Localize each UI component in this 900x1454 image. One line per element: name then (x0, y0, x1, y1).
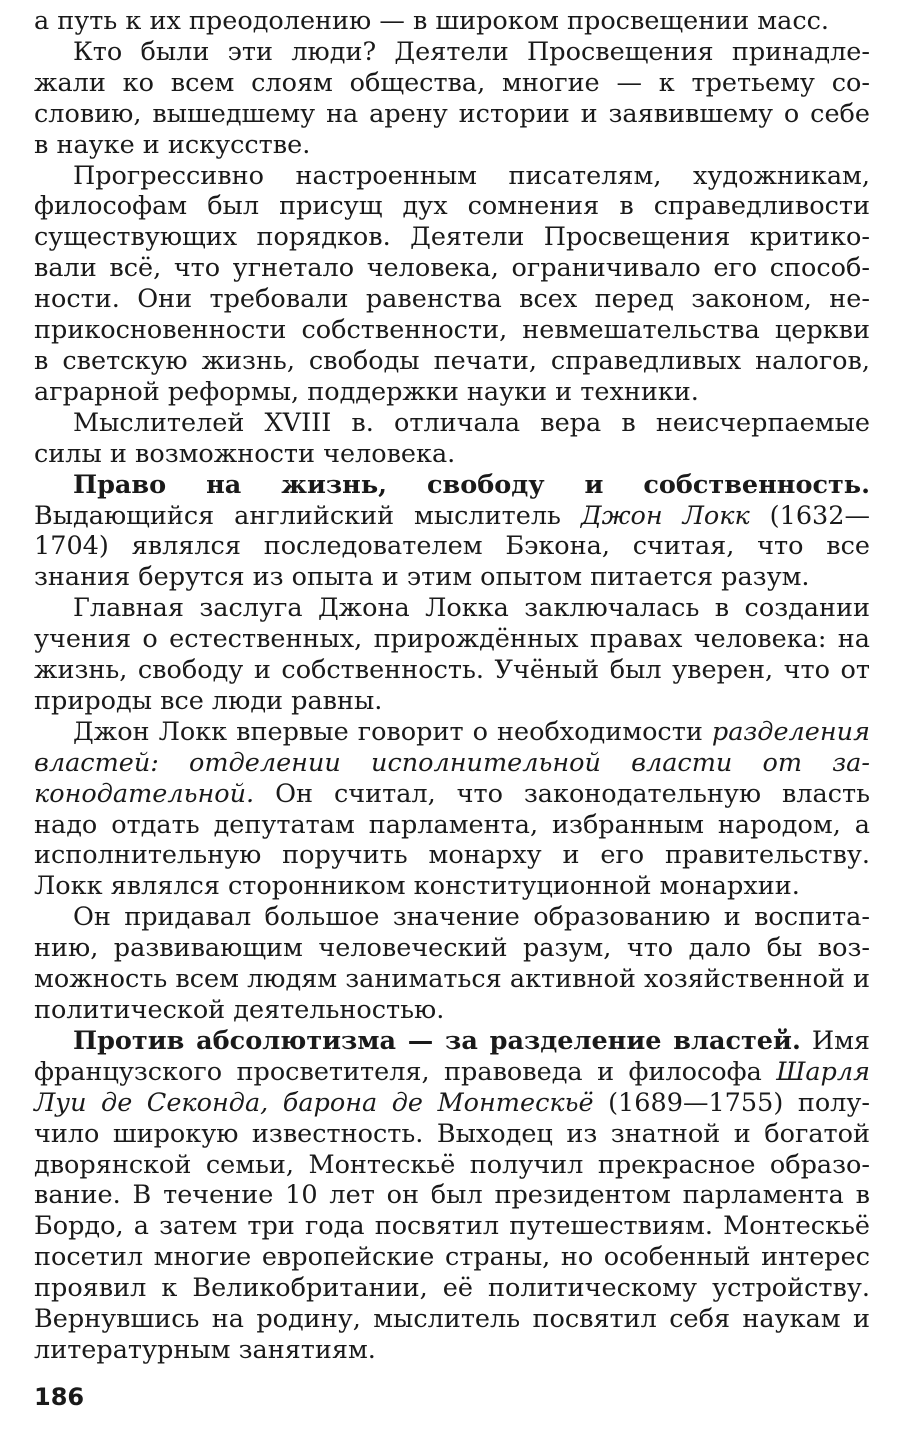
italic-term: Джон Локк (580, 500, 750, 531)
text-run: Кто были эти люди? Деятели Просвещения принадлежали ко всем слоям общества, многие — к третьему сословию, вышедшему на арену истории и заявившему о себе в науке и искусстве. (34, 36, 870, 160)
page-text-body (34, 6, 870, 1366)
italic-term: разделения властей: отделении исполнительной власти от законодательной. (34, 716, 870, 809)
text-run: Он считал, что законодательную власть надо отдать депутатам парламента, избранным народом, а исполнительную поручить монарху и его правительству. Локк являлся сторонником конституционной монархии. (34, 778, 870, 902)
text-run: Имя французского просветителя, правоведа и философа (34, 1025, 870, 1087)
text-run: Он придавал большое значение образованию и воспитанию, развивающим человеческий разум, что дало бы возможность всем людям заниматься активной хозяйственной и политической деятельностью. (34, 902, 870, 1025)
section-heading: Против абсолютизма — за разделение властей. (73, 1025, 801, 1056)
text-run: (1632—1704) являлся последователем Бэкона, считая, что все знания берутся из опыта и этим опытом питается разум. (34, 500, 871, 593)
text-run: Джон Локк впервые говорит о необходимости (73, 716, 712, 747)
text-run: а путь к их преодолению — в широком просвещении масс. (34, 6, 830, 36)
body-paragraph (34, 6, 870, 37)
text-run: Прогрессивно настроенным писателям, художникам, философам был присущ дух сомнения в справедливости существующих порядков. Деятели Просвещения критиковали всё, что угнетало человека, ограничивало его способности. Они требовали равенства всех перед законом, неприкосновенности собственности, невмешательства церкви в светскую жизнь, свободы печати, справедливых налогов, аграрной реформы, поддержки науки и техники. (34, 160, 870, 407)
body-paragraph (34, 161, 870, 408)
text-run: Мыслителей XVIII в. отличала вера в неисчерпаемые силы и возможности человека. (34, 407, 870, 469)
section-heading: Право на жизнь, свободу и собственность. (73, 469, 870, 500)
section-paragraph (34, 470, 870, 594)
page-number: 186 (34, 1383, 85, 1411)
body-paragraph (34, 37, 870, 161)
body-paragraph (34, 593, 870, 717)
body-paragraph (34, 902, 870, 1026)
text-run: Выдающийся английский мыслитель (34, 500, 581, 531)
body-paragraph (34, 717, 870, 902)
text-run: (1689—1755) получило широкую известность. Выходец из знатной и богатой дворянской семьи, Монтескьё получил прекрасное образование. В течение 10 лет он был президентом парламента в Бордо, а затем три года посвятил путешествиям. Монтескьё посетил многие европейские страны, но особенный интерес проявил к Великобритании, её политическому устройству. Вернувшись на родину, мыслитель посвятил себя наукам и литературным занятиям. (34, 1087, 871, 1365)
text-run: Главная заслуга Джона Локка заключалась в создании учения о естественных, прирождённых правах человека: на жизнь, свободу и собственность. Учёный был уверен, что от природы все люди равны. (34, 593, 870, 716)
italic-term: Шарля Луи де Секонда, барона де Монтескьё (34, 1056, 870, 1118)
section-paragraph (34, 1026, 870, 1366)
body-paragraph (34, 408, 870, 470)
